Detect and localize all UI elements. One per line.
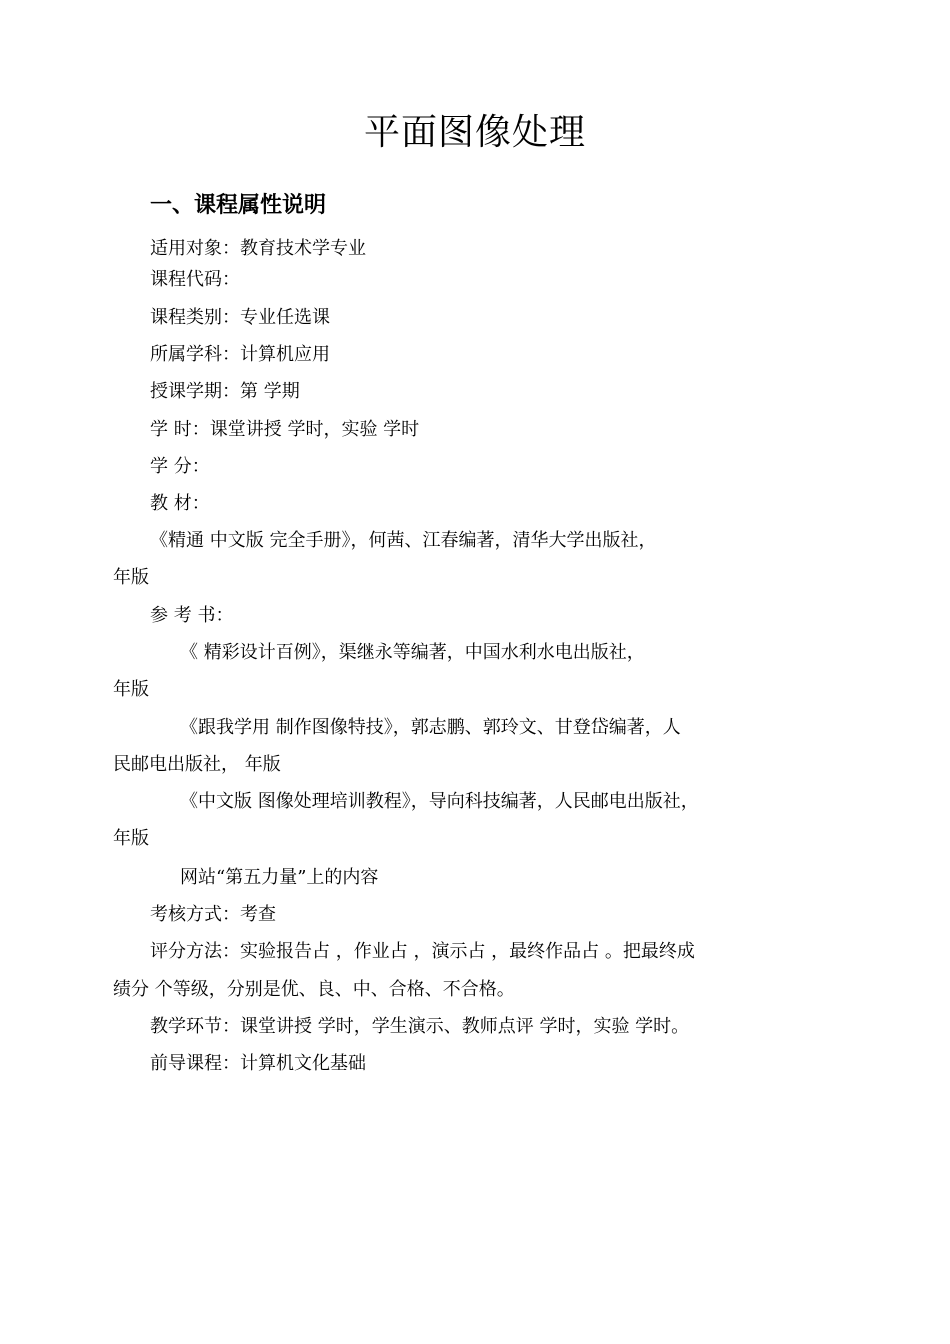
field-course-type: 课程类别：专业任选课 <box>150 307 330 328</box>
page-title: 平面图像处理 <box>363 112 586 153</box>
reference-1-line-1: 《 精彩设计百例》，渠继永等编著，中国水利水电出版社， <box>180 642 645 663</box>
reference-2-line-1: 《跟我学用 制作图像特技》，郭志鹏、郭玲文、甘登岱编著，人 <box>180 717 681 738</box>
references-label: 参 考 书： <box>150 605 234 626</box>
reference-3-line-2: 年版 <box>113 828 149 849</box>
field-teaching-steps: 教学环节：课堂讲授 学时，学生演示、教师点评 学时，实验 学时。 <box>150 1016 690 1037</box>
reference-1-line-2: 年版 <box>113 679 149 700</box>
reference-2-line-2: 民邮电出版社， 年版 <box>113 754 281 775</box>
field-credits: 学 分： <box>150 456 210 477</box>
field-assessment: 考核方式：考查 <box>150 904 276 925</box>
field-textbook-label: 教 材： <box>150 493 210 514</box>
grading-line-2: 绩分 个等级，分别是优、良、中、合格、不合格。 <box>113 979 515 1000</box>
section-heading-course-attributes: 一、课程属性说明 <box>150 193 327 218</box>
field-course-code: 课程代码： <box>150 269 240 290</box>
field-discipline: 所属学科：计算机应用 <box>150 344 330 365</box>
reference-3-line-1: 《中文版 图像处理培训教程》，导向科技编著，人民邮电出版社， <box>180 791 699 812</box>
field-hours: 学 时：课堂讲授 学时，实验 学时 <box>150 419 420 440</box>
field-audience: 适用对象：教育技术学专业 <box>150 238 366 259</box>
textbook-line-1: 《精通 中文版 完全手册》，何茜、江春编著，清华大学出版社， <box>150 530 657 551</box>
grading-line-1: 评分方法：实验报告占 ，作业占 ，演示占 ，最终作品占 。把最终成 <box>150 941 695 962</box>
field-semester: 授课学期：第 学期 <box>150 381 300 402</box>
textbook-line-2: 年版 <box>113 567 149 588</box>
website-line: 网站“第五力量”上的内容 <box>180 867 379 888</box>
field-prerequisite: 前导课程：计算机文化基础 <box>150 1053 366 1074</box>
